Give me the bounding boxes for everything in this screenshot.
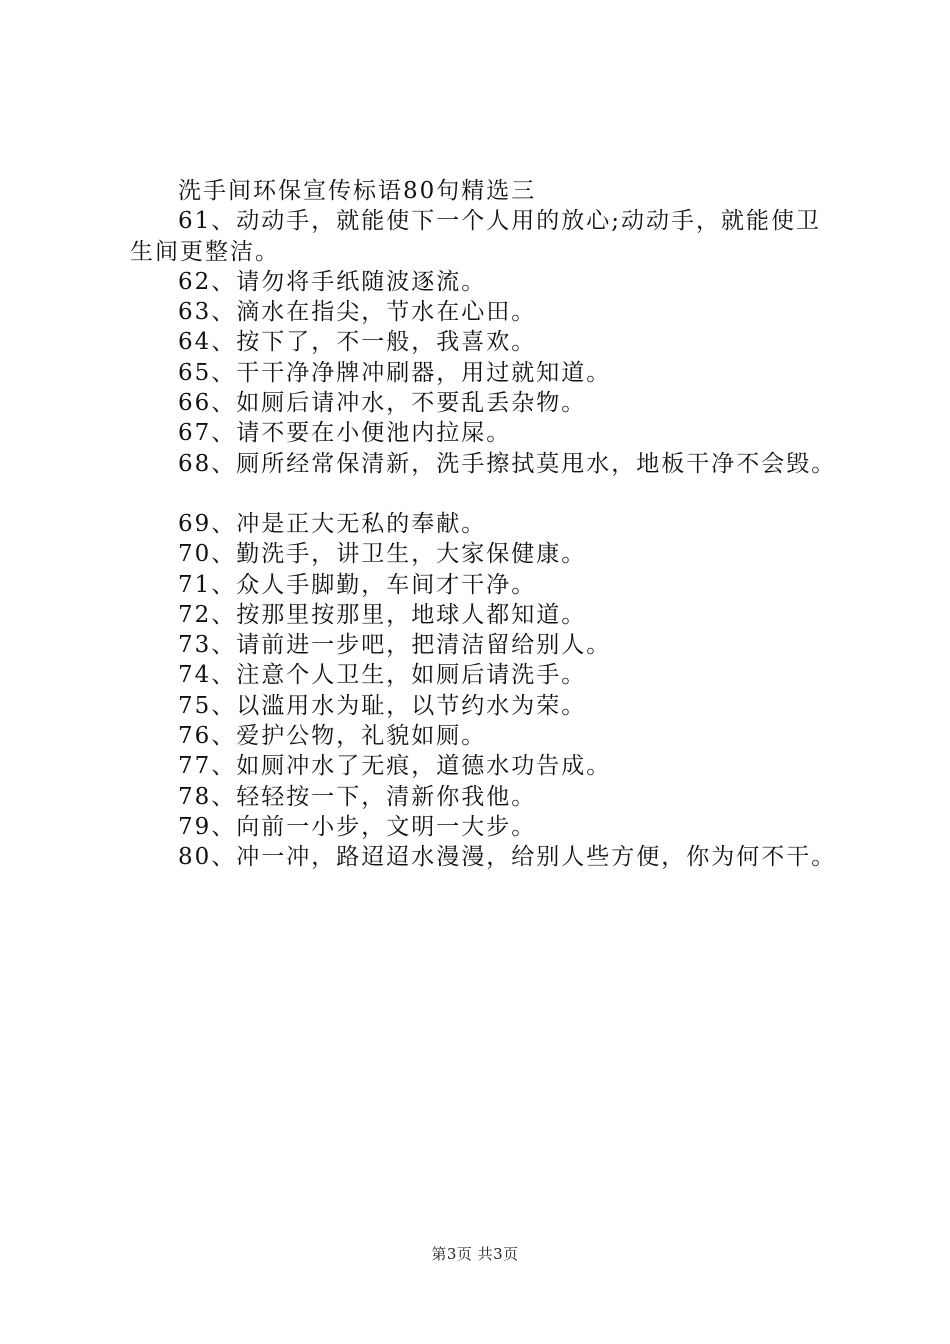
list-item: 73、请前进一步吧，把清洁留给别人。 (178, 632, 612, 659)
list-item: 72、按那里按那里，地球人都知道。 (178, 601, 587, 628)
document-title: 洗手间环保宣传标语80句精选三 (178, 178, 537, 204)
document-body (130, 176, 850, 873)
list-item-continuation: 生间更整洁。 (130, 238, 280, 265)
list-item: 77、如厕冲水了无痕，道德水功告成。 (178, 753, 612, 780)
list-item: 63、滴水在指尖，节水在心田。 (178, 299, 537, 326)
list-item: 76、爱护公物，礼貌如厕。 (178, 723, 487, 750)
list-item: 67、请不要在小便池内拉屎。 (178, 420, 512, 447)
list-item: 79、向前一小步，文明一大步。 (178, 813, 537, 840)
list-item: 80、冲一冲，路迢迢水漫漫，给别人些方便，你为何不干。 (178, 844, 837, 871)
list-item: 69、冲是正大无私的奉献。 (178, 510, 487, 537)
list-item: 61、动动手，就能使下一个人用的放心;动动手，就能使卫 (178, 208, 822, 235)
list-item: 74、注意个人卫生，如厕后请洗手。 (178, 662, 587, 689)
list-item: 66、如厕后请冲水，不要乱丢杂物。 (178, 390, 587, 417)
list-item: 78、轻轻按一下，清新你我他。 (178, 783, 537, 810)
list-item: 70、勤洗手，讲卫生，大家保健康。 (178, 541, 587, 568)
list-item: 68、厕所经常保清新，洗手擦拭莫甩水，地板干净不会毁。 (178, 450, 837, 477)
list-item: 64、按下了，不一般，我喜欢。 (178, 329, 537, 356)
list-item: 71、众人手脚勤，车间才干净。 (178, 571, 537, 598)
list-item: 65、干干净净牌冲刷器，用过就知道。 (178, 359, 612, 386)
blank-line (130, 479, 850, 509)
page-footer: 第3页 共3页 (431, 1245, 519, 1263)
list-item: 62、请勿将手纸随波逐流。 (178, 268, 487, 295)
list-item: 75、以滥用水为耻，以节约水为荣。 (178, 692, 587, 719)
